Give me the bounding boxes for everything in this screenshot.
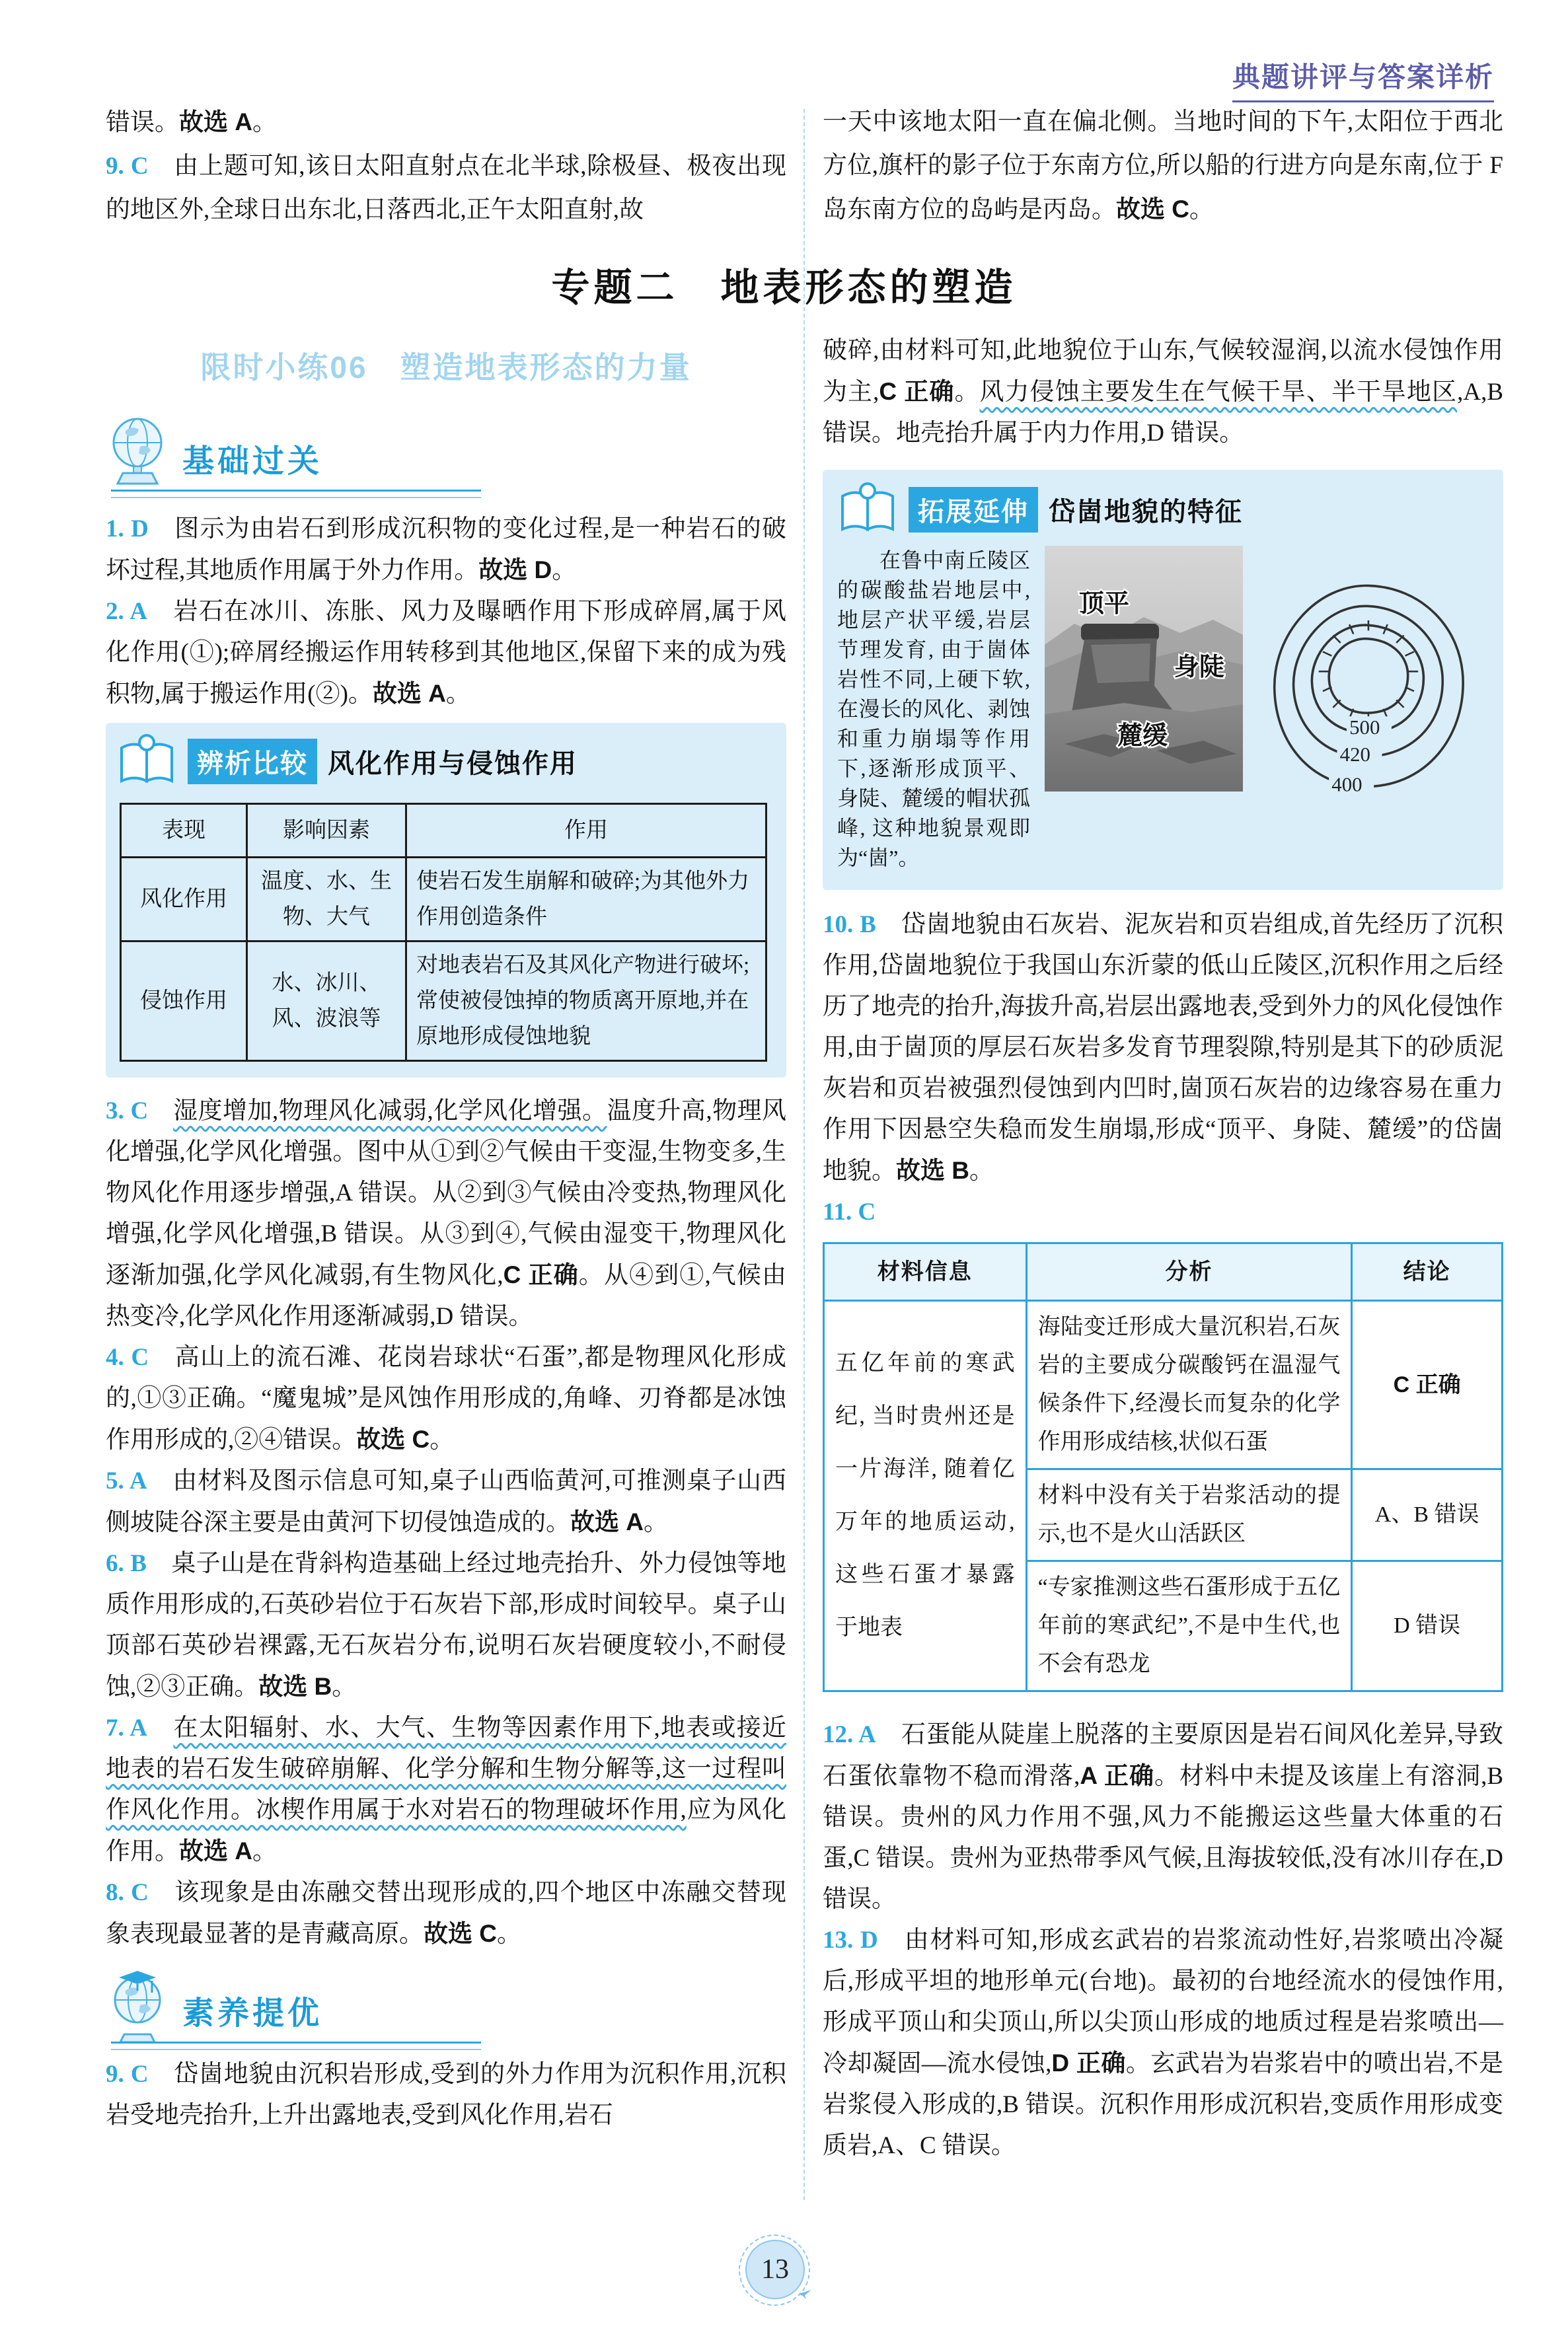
contour-label-420: 420 xyxy=(1339,743,1371,766)
extension-box-content xyxy=(837,546,1491,873)
col-header-conclusion: 结论 xyxy=(1352,1243,1503,1301)
section-basics xyxy=(106,412,786,498)
cell-material: 五亿年前的寒武纪, 当时贵州还是一片海洋, 随着亿万年的地质运动, 这些石蛋才暴露于地表 xyxy=(824,1301,1027,1691)
section-underline xyxy=(111,490,481,498)
exercise-set-title: 限时小练06 塑造地表形态的力量 xyxy=(200,350,692,385)
section-competence-label: 素养提优 xyxy=(182,1995,323,2031)
section-underline xyxy=(111,2042,481,2050)
table-row xyxy=(121,858,766,941)
book-pin-icon xyxy=(116,732,177,791)
answer-item-9: 9. C 岱崮地貌由沉积岩形成,受到的外力作用为沉积作用,沉积岩受地壳抬升,上升出露地表,受到风化作用,岩石 xyxy=(106,2061,786,2129)
extension-box-body: 在鲁中南丘陵区的碳酸盐岩地层中, 地层产状平缓,岩层节理发育, 由于崮体岩性不同,上硬下软, 在漫长的风化、剥蚀和重力崩塌等作用下,逐渐形成顶平、身陡、麓缓的帽状孤峰, 这种地貌景观即为“崮”。 xyxy=(837,548,1030,869)
page-header-title: 典题讲评与答案详析 xyxy=(1232,55,1494,102)
section-basics-label: 基础过关 xyxy=(182,443,323,479)
cell-effect: 对地表岩石及其风化产物进行破坏;常使被侵蚀掉的物质离开原地,并在原地形成侵蚀地貌 xyxy=(406,941,766,1061)
analysis-table xyxy=(823,1242,1503,1692)
comparison-box xyxy=(106,723,786,1078)
answer-item-10: 10. B 岱崮地貌由石灰岩、泥灰岩和页岩组成,首先经历了沉积作用,岱崮地貌位于我国山东沂蒙的低山丘陵区,沉积作用之后经历了地壳的抬升,海拔升高,岩层出露地表,受到外力的风化侵蚀作用,由于崮顶的厚层石灰岩多发育节理裂隙,特别是其下的砂质泥灰岩和页岩被强烈侵蚀到内凹时,崮顶石灰岩的边缘容易在重力作用下因悬空失稳而发生崩塌,形成“顶平、身陡、麓缓”的岱崮地貌。故选 B。 xyxy=(823,911,1504,1185)
answer-item-12: 12. A 石蛋能从陡崖上脱落的主要原因是岩石间风化差异,导致石蛋依靠物不稳而滑落,A 正确。材料中未提及该崖上有溶洞,B 错误。贵州的风力作用不强,风力不能搬运这些量大体重的石蛋,C 错误。贵州为亚热带季风气候,且海拔较低,没有冰川存在,D 错误。 xyxy=(823,1721,1504,1913)
cell-conclusion: C 正确 xyxy=(1352,1301,1503,1469)
globe-icon xyxy=(106,414,169,498)
answer-item-5: 5. A 由材料及图示信息可知,桌子山西临黄河,可推测桌子山西侧坡陡谷深主要是由黄河下切侵蚀造成的。故选 A。 xyxy=(106,1467,787,1536)
right-column xyxy=(823,330,1503,2166)
answer-continuation-prev-right: 一天中该地太阳一直在偏北侧。当地时间的下午,太阳位于西北方位,旗杆的影子位于东南方位,所以船的行进方向是东南,位于 F 岛东南方位的岛屿是丙岛。故选 C。 xyxy=(823,108,1503,223)
col-header: 影响因素 xyxy=(247,804,406,858)
col-header-material: 材料信息 xyxy=(824,1243,1027,1301)
photo-label-gentle-foot: 麓缓 xyxy=(1117,722,1168,750)
answer-item-9-prev-topic: 9. C 由上题可知,该日太阳直射点在北半球,除极昼、极夜出现的地区外,全球日出东北,日落西北,正午太阳直射,故 xyxy=(106,153,786,223)
answer-item-9-continuation: 破碎,由材料可知,此地貌位于山东,气候较湿润,以流水侵蚀作用为主,C 正确。风力侵蚀主要发生在气候干旱、半干旱地区,A,B 错误。地壳抬升属于内力作用,D 错误。 xyxy=(823,337,1504,447)
cell-phenomenon: 风化作用 xyxy=(121,858,247,941)
contour-map xyxy=(1257,576,1482,801)
contour-label-400: 400 xyxy=(1331,772,1363,796)
table-row xyxy=(824,1301,1503,1469)
extension-box-header xyxy=(837,480,1491,539)
answer-item-13: 13. D 由材料可知,形成玄武岩的岩浆流动性好,岩浆喷出冷凝后,形成平坦的地形单元(台地)。最初的台地经流水的侵蚀作用,形成平顶山和尖顶山,所以尖顶山形成的地质过程是岩浆喷出—冷却凝固—流水侵蚀,D 正确。玄武岩为岩浆岩中的喷出岩,不是岩浆侵入形成的,B 错误。沉积作用形成沉积岩,变质作用形成变质岩,A、C 错误。 xyxy=(823,1927,1504,2159)
mesa-photo xyxy=(1045,546,1243,792)
contour-hachures xyxy=(1319,620,1418,723)
col-header-analysis: 分析 xyxy=(1026,1243,1352,1301)
cell-analysis: 材料中没有关于岩浆活动的提示,也不是火山活跃区 xyxy=(1026,1469,1352,1561)
chapter-title: 专题二 地表形态的塑造 xyxy=(551,266,1017,309)
col-header: 作用 xyxy=(406,804,766,858)
answer-item-7: 7. A 在太阳辐射、水、大气、生物等因素作用下,地表或接近地表的岩石发生破碎崩解、化学分解和生物分解等,这一过程叫作风化作用。冰楔作用属于水对岩石的物理破坏作用,应为风化作用。故选 A。 xyxy=(106,1715,787,1865)
cell-factors: 温度、水、生物、大气 xyxy=(247,858,406,941)
globe-grad-cap-icon xyxy=(106,1966,169,2049)
section-competence xyxy=(106,1964,786,2050)
col-header: 表现 xyxy=(121,804,247,858)
answer-item-4: 4. C 高山上的流石滩、花岗岩球状“石蛋”,都是物理风化形成的,①③正确。“魔鬼城”是风蚀作用形成的,角峰、刃脊都是冰蚀作用形成的,②④错误。故选 C。 xyxy=(106,1344,786,1454)
answer-item-6: 6. B 桌子山是在背斜构造基础上经过地壳抬升、外力侵蚀等地质作用形成的,石英砂岩位于石灰岩下部,形成时间较早。桌子山顶部石英砂岩裸露,无石灰岩分布,说明石灰岩硬度较小,不耐侵蚀,②③正确。故选 B。 xyxy=(106,1550,786,1701)
comparison-box-label: 辨析比较 xyxy=(188,739,317,784)
cell-analysis: “专家推测这些石蛋形成于五亿年前的寒武纪”,不是中生代,也不会有恐龙 xyxy=(1026,1561,1352,1691)
column-divider xyxy=(803,109,805,2200)
cell-factors: 水、冰川、风、波浪等 xyxy=(247,941,406,1061)
cell-analysis: 海陆变迁形成大量沉积岩,石灰岩的主要成分碳酸钙在温湿气候条件下,经漫长而复杂的化学作用形成结核,状似石蛋 xyxy=(1026,1301,1352,1469)
answer-item-2: 2. A 岩石在冰川、冻胀、风力及曝晒作用下形成碎屑,属于风化作用(①);碎屑经搬运作用转移到其他地区,保留下来的成为残积物,属于搬运作用(②)。故选 A。 xyxy=(106,598,787,708)
cell-phenomenon: 侵蚀作用 xyxy=(121,941,247,1061)
comparison-box-header xyxy=(116,732,770,791)
photo-label-steep-body: 身陡 xyxy=(1174,653,1225,681)
answer-continuation-prev: 错误。故选 A。 xyxy=(106,108,277,136)
top-right-continuation xyxy=(823,100,1503,232)
top-left-continuation xyxy=(106,100,786,232)
extension-box xyxy=(823,470,1503,890)
answer-item-11: 11. C xyxy=(823,1199,876,1226)
answer-item-3: 3. C 湿度增加,物理风化减弱,化学风化增强。温度升高,物理风化增强,化学风化增强。图中从①到②气候由干变湿,生物变多,生物风化作用逐步增强,A 错误。从②到③气候由冷变热,物理风化增强,化学风化增强,B 错误。从③到④,气候由湿变干,物理风化逐渐加强,化学风化减弱,有生物风化,C 正确。从④到①,气候由热变冷,化学风化作用逐渐减弱,D 错误。 xyxy=(106,1097,787,1330)
page-number-badge xyxy=(745,2240,805,2299)
comparison-box-title: 风化作用与侵蚀作用 xyxy=(328,749,578,778)
extension-box-label: 拓展延伸 xyxy=(909,487,1038,533)
contour-label-500: 500 xyxy=(1349,716,1380,739)
cell-effect: 使岩石发生崩解和破碎;为其他外力作用创造条件 xyxy=(406,858,766,941)
plane-icon xyxy=(797,2285,814,2302)
table-row xyxy=(121,941,766,1061)
left-column xyxy=(106,330,786,2136)
book-pin-icon xyxy=(837,480,898,539)
cell-conclusion: D 错误 xyxy=(1352,1561,1503,1691)
extension-box-title: 岱崮地貌的特征 xyxy=(1049,498,1243,527)
table-header-row xyxy=(824,1243,1503,1301)
cell-conclusion: A、B 错误 xyxy=(1352,1469,1503,1561)
page-number: 13 xyxy=(761,2254,789,2285)
answer-item-1: 1. D 图示为由岩石到形成沉积物的变化过程,是一种岩石的破坏过程,其地质作用属于外力作用。故选 D。 xyxy=(106,515,786,584)
comparison-table xyxy=(120,803,767,1062)
table-header-row xyxy=(121,804,766,858)
answer-item-8: 8. C 该现象是由冻融交替出现形成的,四个地区中冻融交替现象表现最显著的是青藏高原。故选 C。 xyxy=(106,1879,786,1948)
photo-label-top-flat: 顶平 xyxy=(1079,590,1130,618)
